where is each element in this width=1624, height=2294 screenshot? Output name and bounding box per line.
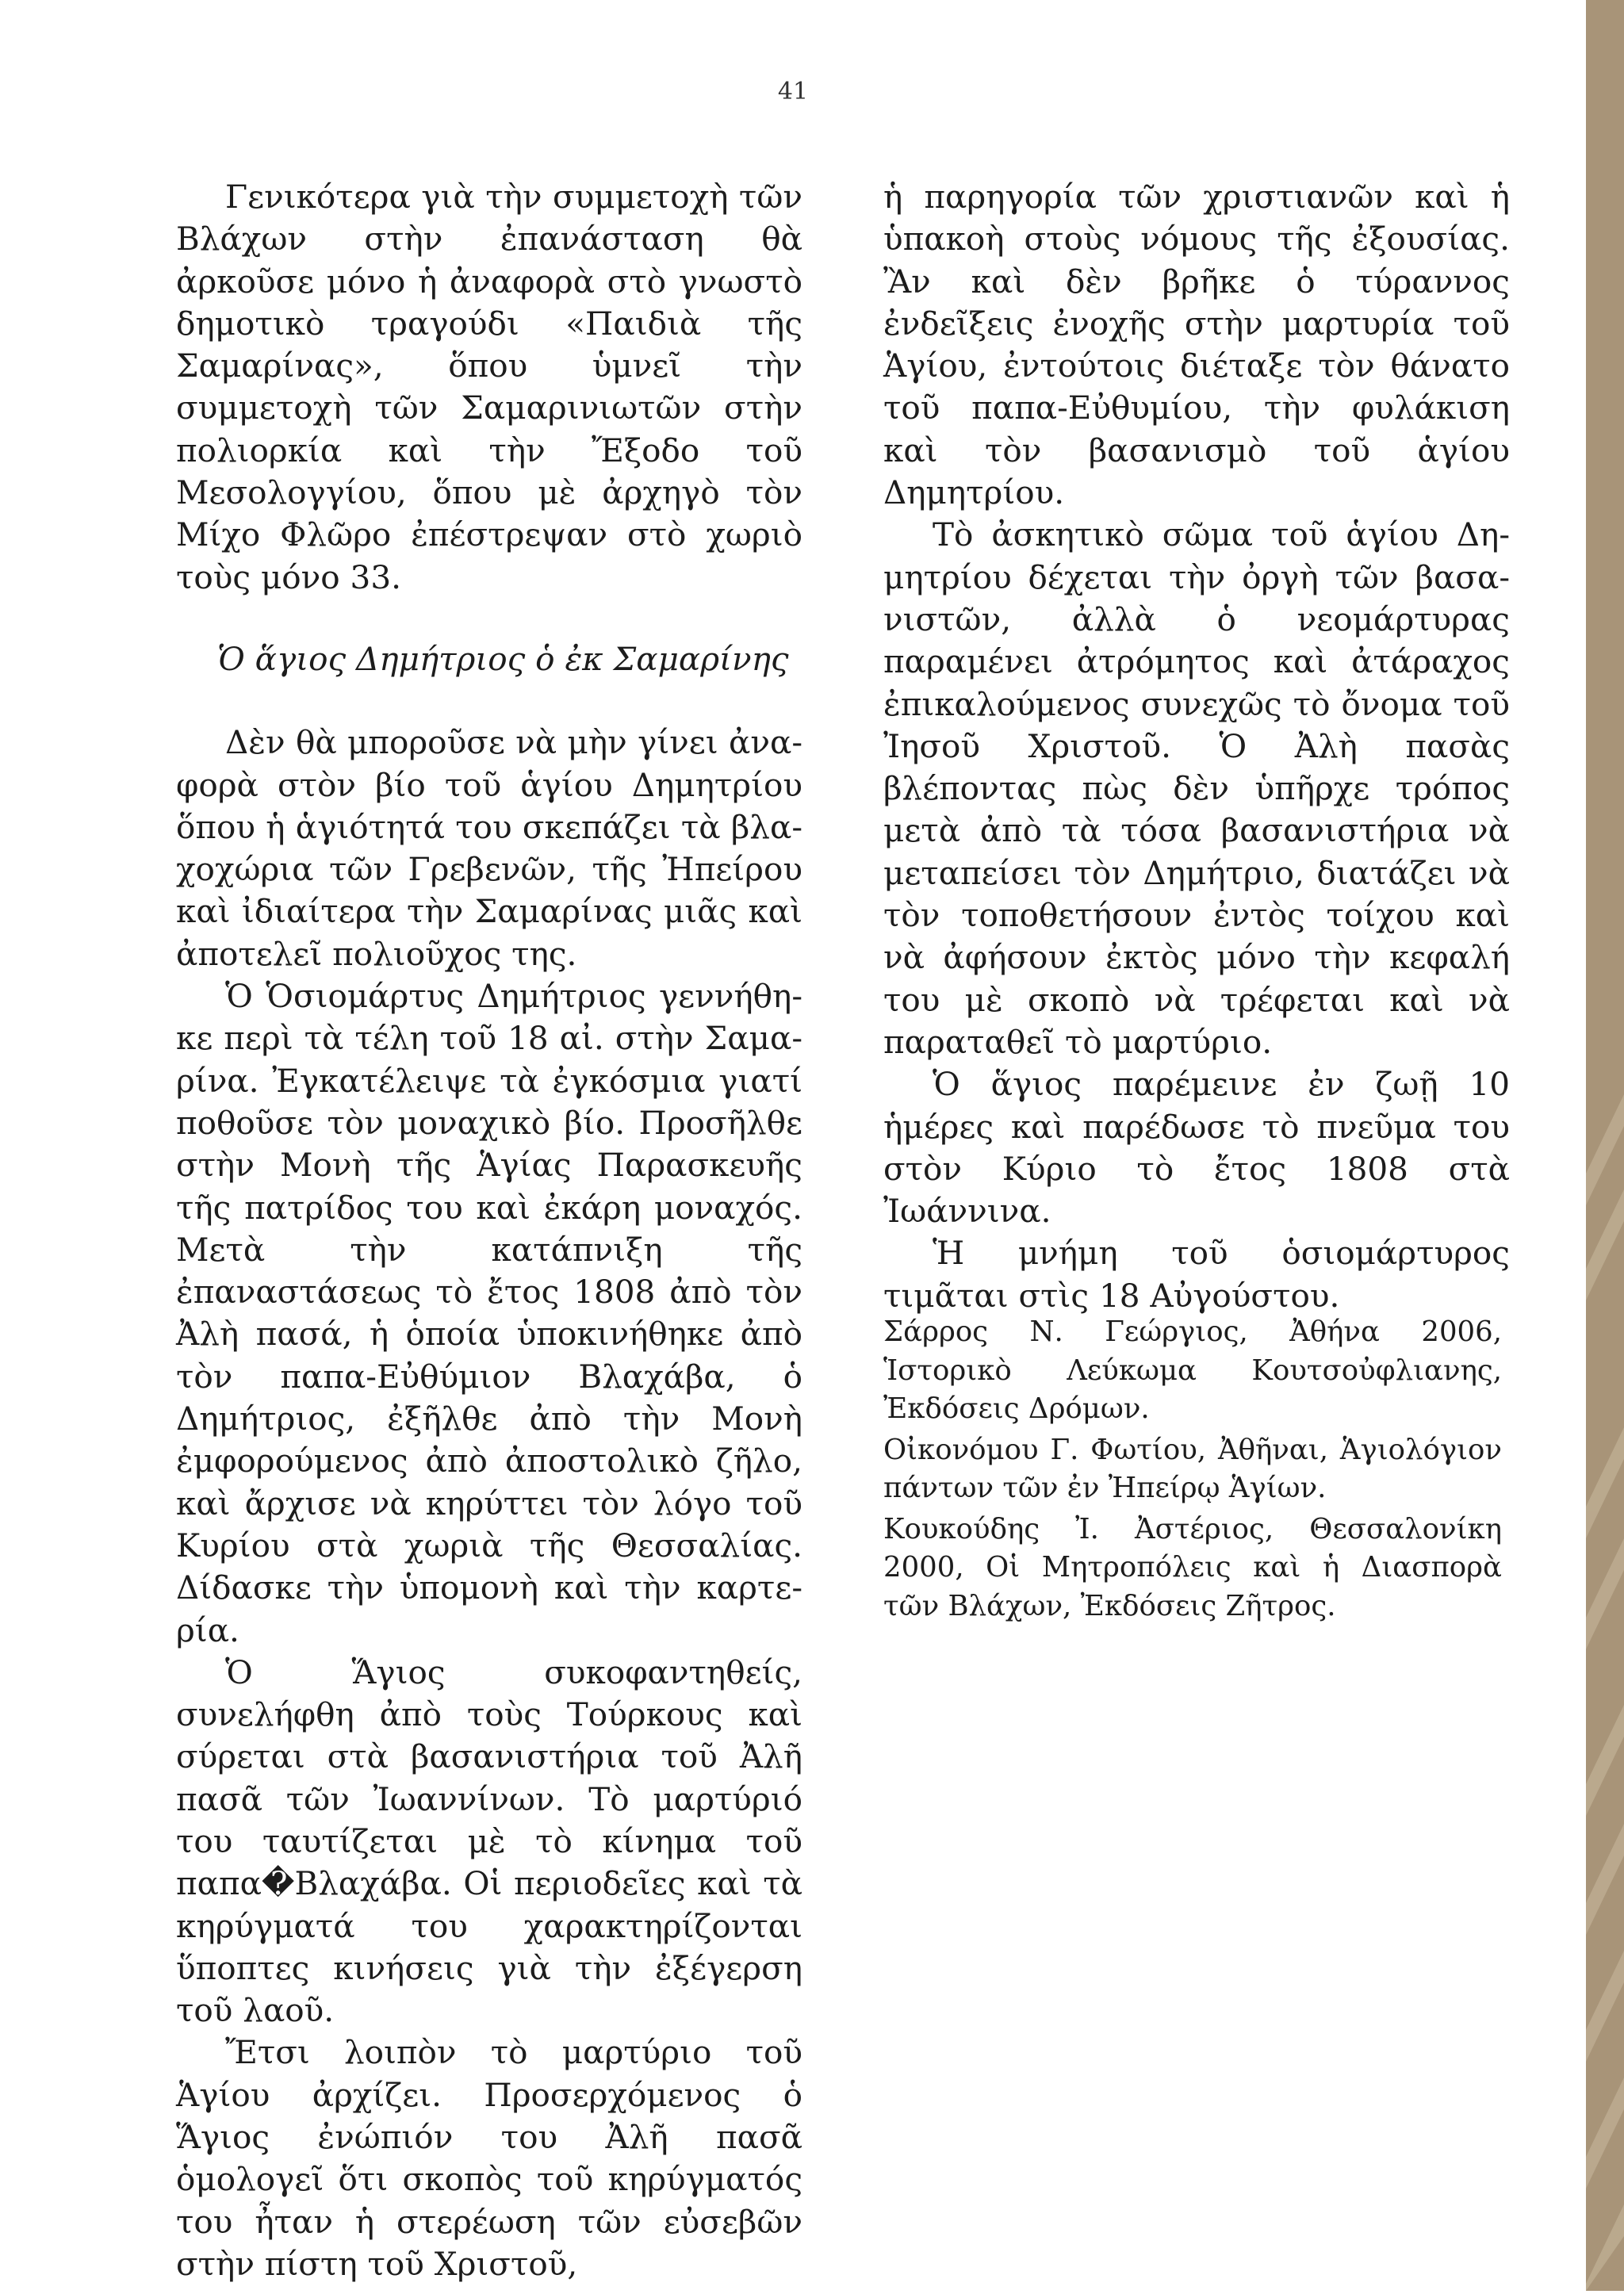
band-pattern [1586, 0, 1624, 2291]
decorative-side-band [1586, 0, 1624, 2291]
left-column [176, 176, 802, 2285]
paragraph-martyrdom-begins: Ἔτσι λοιπὸν τὸ μαρτύριο τοῦ Ἁγίου ἀρχίζει. Προσερχόμενος ὁ Ἅγιος ἐνώπιόν του Ἀλῆ πασᾶ ὁμολογεῖ ὅτι σκοπὸς τοῦ κηρύγματός του ἦταν ἡ στερέωση τῶν εὐσεβῶν στὴν πίστη τοῦ Χριστοῦ, [176, 2033, 802, 2283]
section-heading: Ὁ ἅγιος Δημήτριος ὁ ἐκ Σαμαρίνης [217, 639, 789, 678]
paragraph-arrest: Ὁ Ἅγιος συκοφαντηθείς, συνελήφθη ἀπὸ τοὺς Τούρκους καὶ σύρεται στὰ βασανιστήρια τοῦ Ἀλῆ πασᾶ τῶν Ἰωαννίνων. Τὸ μαρτύριό του ταυτίζεται μὲ τὸ κίνημα τοῦ παπα�Βλαχάβα. Οἱ περιοδεῖες καὶ τὰ κηρύγματά του χαρακτηρίζονται ὕποπτες κινήσεις γιὰ τὴν ἐξέγερση τοῦ λαοῦ. [176, 1653, 802, 2030]
paragraph-intro: Γενικότερα γιὰ τὴν συμμετοχὴ τῶν Βλάχων στὴν ἐπανάσταση θὰ ἀρκοῦσε μόνο ἡ ἀναφορὰ στὸ γνωστὸ δημοτικὸ τραγούδι «Παιδιὰ τῆς Σαμαρίνας», ὅπου ὑμνεῖ τὴν συμμετοχὴ τῶν Σαμαρινιωτῶν στὴν πολιορκία καὶ τὴν Ἔξοδο τοῦ Μεσολογγίου, ὅπου μὲ ἀρχηγὸ τὸν Μίχο Φλῶρο ἐπέστρεψαν στὸ χωριὸ τοὺς μόνο 33. [176, 178, 802, 596]
paragraph-reference-to-saint: Δὲν θὰ μποροῦσε νὰ μὴν γίνει ἀναφορὰ στὸν βίο τοῦ ἁγίου Δημητρίου ὅπου ἡ ἁγιότητά του σκεπάζει τὰ βλαχοχώρια τῶν Γρεβενῶν, τῆς Ἠπείρου καὶ ἰδιαίτερα τὴν Σαμαρίνας μιᾶς καὶ ἀποτελεῖ πολιοῦχος της. [176, 723, 802, 973]
references-list [883, 1313, 1502, 1628]
right-column [883, 176, 1510, 1317]
reference-item: Σάρρος Ν. Γεώργιος, Ἀθήνα 2006, Ἱστορικὸ Λεύκωμα Κουτσοὐφλιανης, Ἐκδόσεις Δρόμων. [883, 1316, 1502, 1425]
paragraph-memory: Ἡ μνήμη τοῦ ὁσιομάρτυρος τιμᾶται στὶς 18 Αὐγούστου. [883, 1234, 1510, 1315]
paragraph-death: Ὁ ἅγιος παρέμεινε ἐν ζωῇ 10 ἡμέρες καὶ παρέδωσε τὸ πνεῦμα του στὸν Κύριο τὸ ἔτος 1808 στὰ Ἰωάννινα. [883, 1065, 1510, 1231]
reference-item: Κουκούδης Ἰ. Ἀστέριος, Θεσσαλονίκη 2000, Οἱ Μητροπόλεις καὶ ἡ Διασπορὰ τῶν Βλάχων, Ἐκδόσεις Ζῆτρος. [883, 1512, 1502, 1622]
paragraph-torture: Τὸ ἀσκητικὸ σῶμα τοῦ ἁγίου Δημητρίου δέχεται τὴν ὀργὴ τῶν βασανιστῶν, ἀλλὰ ὁ νεομάρτυρας παραμένει ἀτρόμητος καὶ ἀτάραχος ἐπικαλούμενος συνεχῶς τὸ ὄνομα τοῦ Ἰησοῦ Χριστοῦ. Ὁ Ἀλὴ πασὰς βλέποντας πὼς δὲν ὑπῆρχε τρόπος μετὰ ἀπὸ τὰ τόσα βασανιστήρια νὰ μεταπείσει τὸν Δημήτριο, διατάζει νὰ τὸν τοποθετήσουν ἐντὸς τοίχου καὶ νὰ ἀφήσουν ἐκτὸς μόνο τὴν κεφαλή του μὲ σκοπὸ νὰ τρέφεται καὶ νὰ παραταθεῖ τὸ μαρτύριο. [883, 515, 1510, 1061]
page-number: 41 [777, 78, 809, 105]
paragraph-continuation: ἡ παρηγορία τῶν χριστιανῶν καὶ ἡ ὑπακοὴ στοὺς νόμους τῆς ἐξουσίας. Ἂν καὶ δὲν βρῆκε ὁ τύραννος ἐνδεῖξεις ἐνοχῆς στὴν μαρτυρία τοῦ Ἁγίου, ἐντούτοις διέταξε τὸν θάνατο τοῦ παπα-Εὐθυμίου, τὴν φυλάκιση καὶ τὸν βασανισμὸ τοῦ ἁγίου Δημητρίου. [883, 178, 1510, 512]
paragraph-biography: Ὁ Ὁσιομάρτυς Δημήτριος γεννήθηκε περὶ τὰ τέλη τοῦ 18 αἰ. στὴν Σαμαρίνα. Ἐγκατέλειψε τὰ ἐγκόσμια γιατί ποθοῦσε τὸν μοναχικὸ βίο. Προσῆλθε στὴν Μονὴ τῆς Ἁγίας Παρασκευῆς τῆς πατρίδος του καὶ ἐκάρη μοναχός. Μετὰ τὴν κατάπνιξη τῆς ἐπαναστάσεως τὸ ἔτος 1808 ἀπὸ τὸν Ἀλὴ πασά, ἡ ὁποία ὑποκινήθηκε ἀπὸ τὸν παπα-Εὐθύμιον Βλαχάβα, ὁ Δημήτριος, ἐξῆλθε ἀπὸ τὴν Μονὴ ἐμφορούμενος ἀπὸ ἀποστολικὸ ζῆλο, καὶ ἄρχισε νὰ κηρύττει τὸν λόγο τοῦ Κυρίου στὰ χωριὰ τῆς Θεσσαλίας. Δίδασκε τὴν ὑπομονὴ καὶ τὴν καρτερία. [176, 977, 802, 1649]
reference-item: Οἰκονόμου Γ. Φωτίου, Ἀθῆναι, Ἁγιολόγιον πάντων τῶν ἐν Ἠπείρῳ Ἁγίων. [883, 1433, 1502, 1504]
